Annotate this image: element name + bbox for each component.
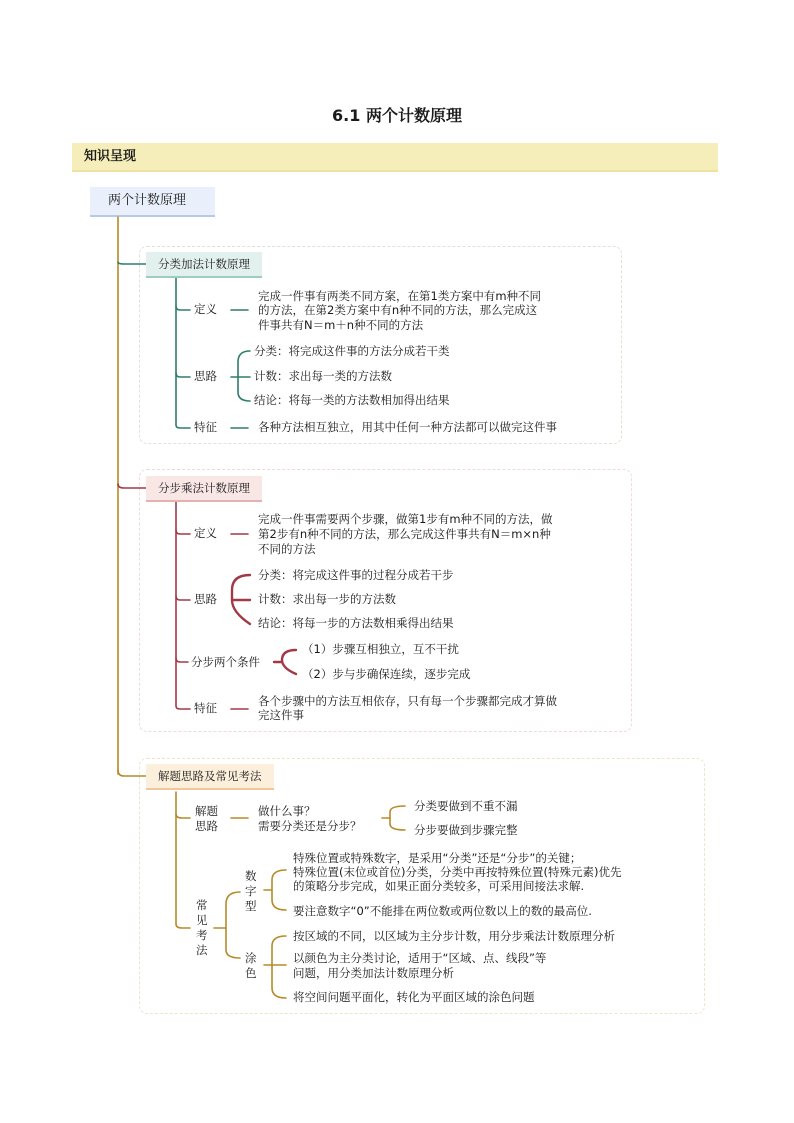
digit-item-line: 的策略分步完成，如果正面分类较多，可采用间接法求解.	[293, 879, 585, 893]
addition-thinking-item: 分类：将完成这件事的方法分成若干类	[254, 344, 450, 358]
multiplication-condition-item: （2）步与步确保连续，逐步完成	[302, 667, 471, 681]
addition-principle-node: 分类加法计数原理	[146, 252, 262, 278]
coloring-item-line: 问题，用分类加法计数原理分析	[293, 966, 454, 980]
multiplication-principle-node: 分步乘法计数原理	[146, 476, 262, 502]
multiplication-definition-line: 第2步有n种不同的方法，那么完成这件事共有N＝m×n种	[258, 527, 551, 541]
common-methods-label-char: 法	[196, 943, 208, 957]
addition-definition-label: 定义	[194, 302, 217, 316]
digit-type-label-char: 数	[245, 869, 257, 883]
coloring-label-char: 涂	[245, 951, 257, 965]
addition-thinking-label: 思路	[194, 369, 217, 383]
addition-definition-line: 完成一件事有两类不同方案，在第1类方案中有m种不同	[258, 289, 542, 303]
multiplication-feature-label: 特征	[194, 701, 217, 715]
approach-label-line: 思路	[195, 819, 218, 833]
digit-type-label-char: 型	[245, 899, 257, 913]
multiplication-definition-line: 完成一件事需要两个步骤，做第1步有m种不同的方法，做	[258, 512, 553, 526]
coloring-item-line: 以颜色为主分类讨论，适用于“区域、点、线段”等	[293, 951, 547, 965]
addition-definition-line: 件事共有N＝m＋n种不同的方法	[258, 318, 424, 332]
addition-definition-line: 的方法，在第2类方案中有n种不同的方法，那么完成这	[258, 303, 538, 317]
multiplication-thinking-item: 分类：将完成这件事的过程分成若干步	[258, 568, 454, 582]
methods-node: 解题思路及常见考法	[146, 764, 274, 790]
approach-question-line: 需要分类还是分步？	[258, 819, 362, 833]
digit-item-line: 特殊位置(末位或首位)分类，分类中再按特殊位置(特殊元素)优先	[293, 865, 622, 879]
root-label: 两个计数原理	[108, 193, 187, 208]
digit-item-line: 特殊位置或特殊数字，是采用“分类”还是“分步”的关键；	[293, 851, 582, 865]
digit-type-label-char: 字	[245, 884, 257, 898]
multiplication-thinking-item: 结论：将每一步的方法数相乘得出结果	[258, 616, 454, 630]
addition-thinking-item: 结论：将每一类的方法数相加得出结果	[254, 393, 450, 407]
multiplication-definition-line: 不同的方法	[258, 542, 316, 556]
multiplication-thinking-item: 计数：求出每一步的方法数	[258, 592, 396, 606]
multiplication-conditions-label: 分步两个条件	[191, 655, 260, 669]
section-heading: 知识呈现	[84, 149, 137, 164]
addition-feature-label: 特征	[194, 420, 217, 434]
multiplication-feature-line: 完这件事	[258, 708, 304, 722]
coloring-label-char: 色	[245, 966, 257, 980]
common-methods-label-char: 考	[196, 928, 208, 942]
coloring-item-line: 将空间问题平面化，转化为平面区域的涂色问题	[293, 990, 535, 1004]
approach-question-line: 做什么事？	[258, 804, 316, 818]
common-methods-label-char: 常	[196, 898, 208, 912]
approach-answer: 分类要做到不重不漏	[414, 799, 518, 813]
multiplication-condition-item: （1）步骤互相独立，互不干扰	[302, 642, 459, 656]
common-methods-label-char: 见	[196, 913, 208, 927]
multiplication-thinking-label: 思路	[194, 592, 217, 606]
multiplication-definition-label: 定义	[194, 526, 217, 540]
multiplication-feature-line: 各个步骤中的方法互相依存，只有每一个步骤都完成才算做	[258, 694, 557, 708]
page-title: 6.1 两个计数原理	[332, 106, 462, 125]
coloring-item-line: 按区域的不同，以区域为主分步计数，用分步乘法计数原理分析	[293, 929, 615, 943]
approach-answer: 分步要做到步骤完整	[414, 823, 518, 837]
addition-feature-text: 各种方法相互独立，用其中任何一种方法都可以做完这件事	[258, 420, 557, 434]
approach-label-line: 解题	[195, 804, 218, 818]
addition-thinking-item: 计数：求出每一类的方法数	[254, 369, 392, 383]
digit-item-line: 要注意数字“0”不能排在两位数或两位数以上的数的最高位.	[293, 904, 592, 918]
